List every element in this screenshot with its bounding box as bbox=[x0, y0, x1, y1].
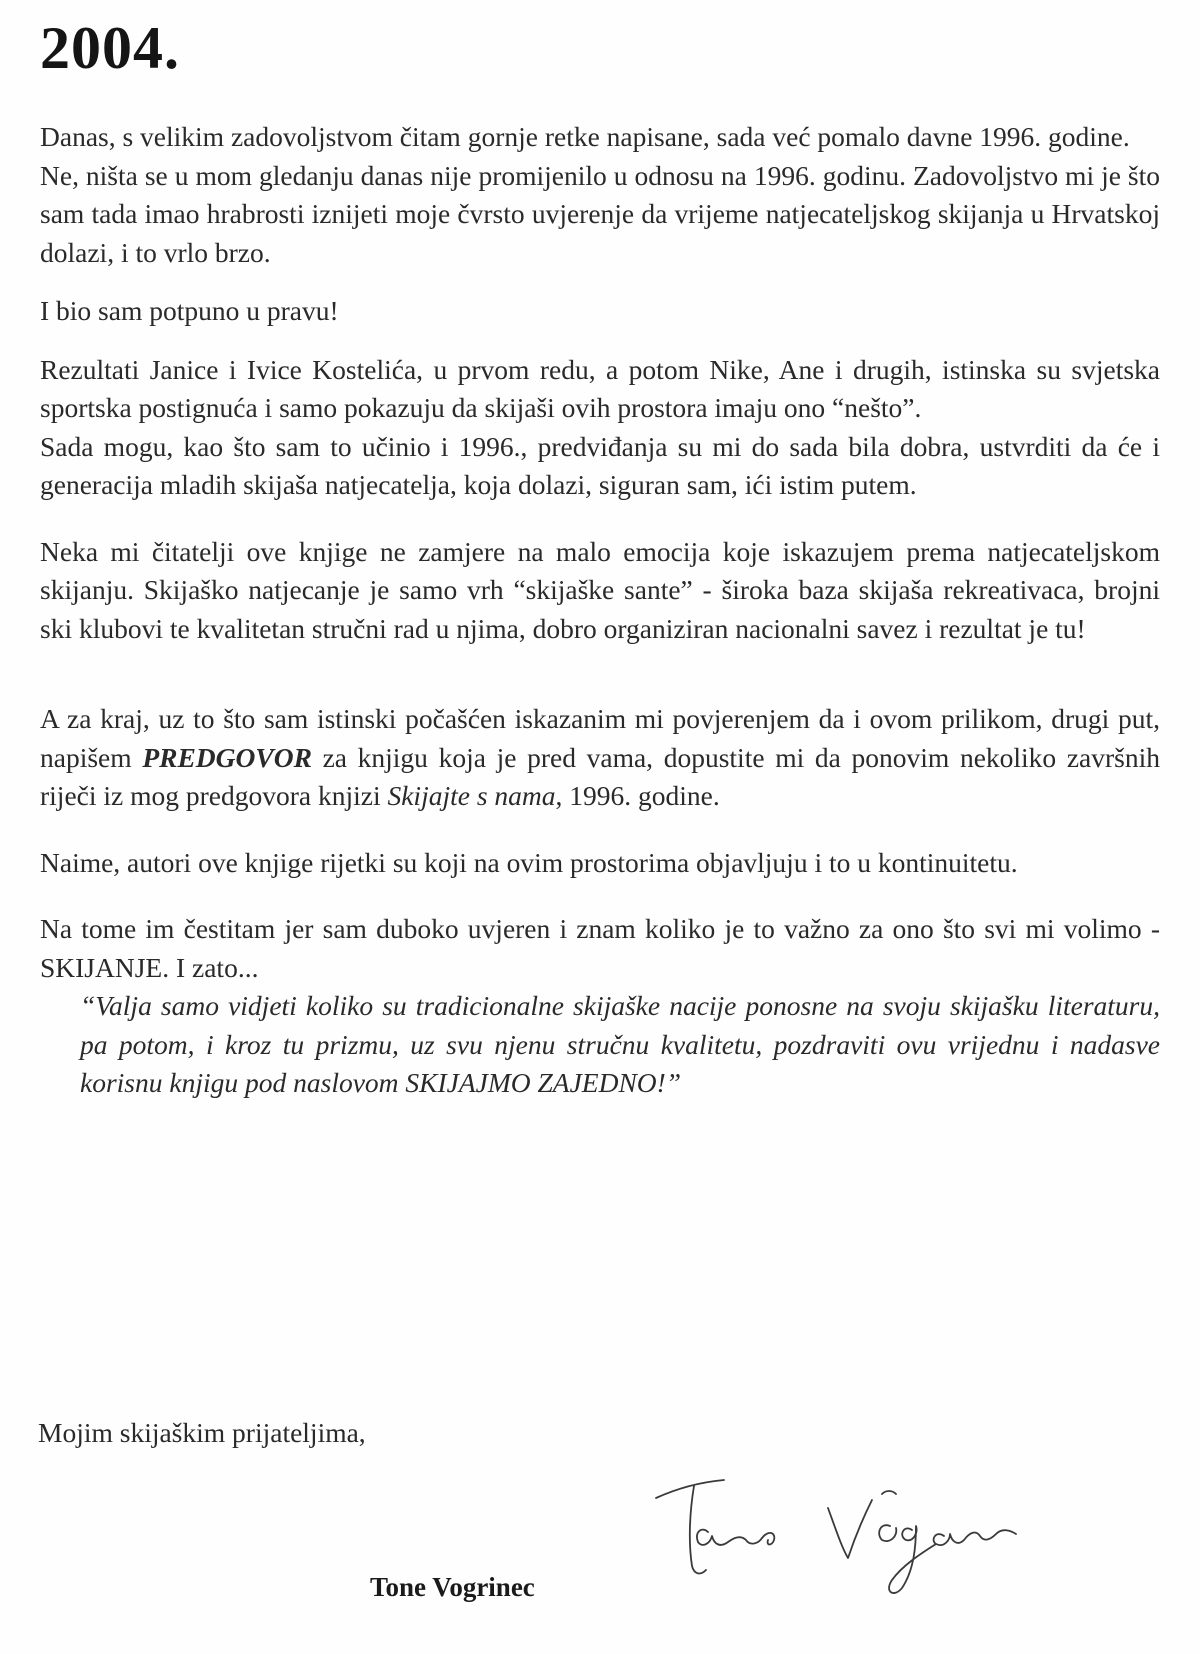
paragraph-intro: Danas, s velikim zadovoljstvom čitam gornje retke napisane, sada već pomalo davne 1996. godine. bbox=[40, 121, 1130, 152]
foreword-text-b: za knjigu koja je pred vama, dopustite mi da ponovim nekoliko završnih riječi iz mog predgovora knjizi bbox=[40, 741, 1160, 811]
signature-image bbox=[650, 1470, 1030, 1610]
author-name: Tone Vogrinec bbox=[370, 1572, 535, 1602]
paragraph-foreword bbox=[40, 700, 1160, 816]
foreword-title-bold: PREDGOVOR bbox=[142, 741, 312, 773]
paragraph-results: Rezultati Janice i Ivice Kostelića, u prvom redu, a potom Nike, Ane i drugih, istinska su svjetska sportska postignuća i samo pokazuju da skijaši ovih prostora imaju ono “nešto”. bbox=[40, 353, 1160, 423]
paragraph-emotions: Neka mi čitatelji ove knjige ne zamjere na malo emocija koje iskazujem prema natjecateljskom skijanju. Skijaško natjecanje je samo vrh “skijaške sante” - široka baza skijaša rekreativaca, brojni ski klubovi te kvalitetan stručni rad u njima, dobro organiziran nacionalni savez i rezultat je tu! bbox=[40, 535, 1160, 644]
paragraph-prediction: Sada mogu, kao što sam to učinio i 1996., predviđanja su mi do sada bila dobra, ustvrditi da će i generacija mladih skijaša natjecatelja, koja dolazi, siguran sam, ići istim putem. bbox=[40, 430, 1160, 500]
closing-line: Mojim skijaškim prijateljima, bbox=[38, 1417, 366, 1448]
foreword-text-c: , 1996. godine. bbox=[555, 780, 720, 811]
book-title-italic: Skijajte s nama bbox=[387, 780, 556, 811]
quote-block: “Valja samo vidjeti koliko su tradicionalne skijaške nacije ponosne na svoju skijašku literaturu, pa potom, i kroz tu prizmu, uz svu njenu stručnu kvalitetu, pozdraviti ovu vrijednu i nadasve korisnu knjigu pod naslovom SKIJAJMO ZAJEDNO!” bbox=[80, 990, 1160, 1098]
paragraph-congratulations: Na tome im čestitam jer sam duboko uvjeren i znam koliko je to važno za ono što svi mi volimo - SKIJANJE. I zato... bbox=[40, 913, 1160, 983]
document-body bbox=[40, 118, 1160, 1103]
foreword-text-a: A za kraj, uz to što sam istinski počašćen iskazanim mi povjerenjem da i ovom prilikom, drugi put, napišem bbox=[40, 703, 1160, 773]
paragraph-unchanged-view: Ne, ništa se u mom gledanju danas nije promijenilo u odnosu na 1996. godinu. Zadovoljstvo mi je što sam tada imao hrabrosti iznijeti moje čvrsto uvjerenje da vrijeme natjecateljskog skijanja u Hrvatskoj dolazi, i to vrlo brzo. bbox=[40, 159, 1160, 268]
year-heading: 2004. bbox=[40, 15, 180, 81]
paragraph-authors: Naime, autori ove knjige rijetki su koji na ovim prostorima objavljuju i to u kontinuitetu. bbox=[40, 846, 1018, 878]
paragraph-was-right: I bio sam potpuno u pravu! bbox=[40, 295, 339, 326]
